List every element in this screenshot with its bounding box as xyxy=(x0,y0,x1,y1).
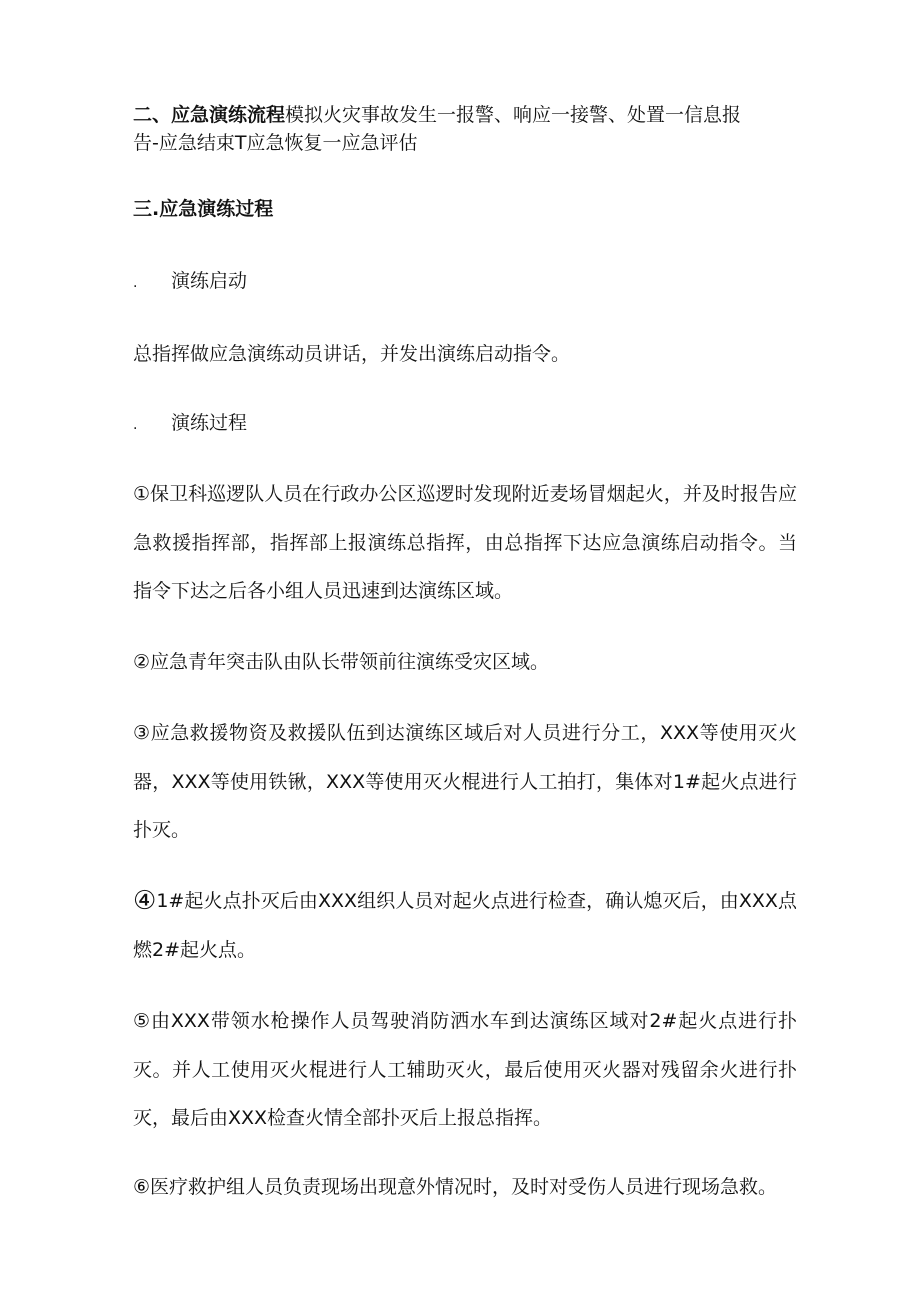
step-4-paragraph xyxy=(133,877,797,974)
step-2-paragraph: ②应急青年突击队由队长带领前往演练受灾区域。 xyxy=(133,651,550,673)
subheading-marker: . xyxy=(133,417,138,433)
step-4-number: ④ xyxy=(133,886,157,916)
section-3-heading: 三.应急演练过程 xyxy=(133,198,274,220)
step-3-paragraph: ③应急救援物资及救援队伍到达演练区域后对人员进行分工，XXX等使用灭火器，XXX等使用铁锹，XXX等使用灭火棍进行人工拍打，集体对1#起火点进行扑灭。 xyxy=(133,722,797,841)
step-4-text: 1#起火点扑灭后由XXX组织人员对起火点进行检查，确认熄灭后，由XXX点燃2#起火点。 xyxy=(133,890,797,961)
subheading-drill-start-title: 演练启动 xyxy=(171,270,248,292)
subheading-drill-process xyxy=(133,408,247,440)
step-1-paragraph: ①保卫科巡逻队人员在行政办公区巡逻时发现附近麦场冒烟起火，并及时报告应急救援指挥部，指挥部上报演练总指挥，由总指挥下达应急演练启动指令。当指令下达之后各小组人员迅速到达演练区域。 xyxy=(133,483,797,602)
drill-start-text: 总指挥做应急演练动员讲话，并发出演练启动指令。 xyxy=(133,343,571,365)
step-6-paragraph: ⑥医疗救护组人员负责现场出现意外情况时，及时对受伤人员进行现场急救。 xyxy=(133,1176,778,1198)
subheading-drill-start xyxy=(133,266,247,298)
subheading-marker: . xyxy=(133,275,138,291)
step-5-paragraph: ⑤由XXX带领水枪操作人员驾驶消防洒水车到达演练区域对2#起火点进行扑灭。并人工使用灭火棍进行人工辅助灭火，最后使用灭火器对残留余火进行扑灭，最后由XXX检查火情全部扑灭后上报总指挥。 xyxy=(133,1010,797,1129)
section-2-text-line-2: 告-应急结束T应急恢复一应急评估 xyxy=(133,132,418,154)
section-2-text-line-2-row xyxy=(133,119,803,167)
section-2-text-line-1: 模拟火灾事故发生一报警、响应一接警、处置一信息报 xyxy=(285,104,742,126)
subheading-drill-process-title: 演练过程 xyxy=(171,412,248,434)
section-2-heading: 二、应急演练流程 xyxy=(133,104,286,126)
